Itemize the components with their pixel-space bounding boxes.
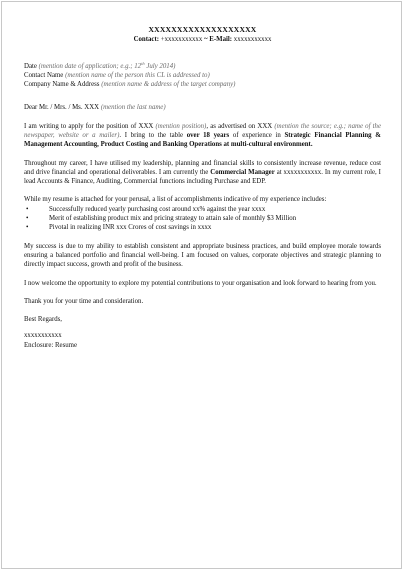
date-label: Date (24, 62, 37, 70)
regards-line: Best Regards, (24, 316, 63, 324)
company-line (24, 80, 381, 89)
date-line (24, 62, 381, 71)
contact-name-line (24, 71, 381, 80)
bullet-icon: • (26, 214, 29, 223)
addressee-block (24, 62, 381, 90)
achievements-intro: While my resume is attached for your perusal, a list of accomplishments indicative of my experience includes: (24, 196, 327, 204)
applicant-name: XXXXXXXXXXXXXXXXXXX (148, 25, 257, 34)
email-label: E-Mail: (209, 35, 233, 43)
salutation (24, 103, 381, 112)
thanks-line: Thank you for your time and consideration. (24, 297, 144, 305)
contact-label: Contact: (133, 35, 160, 43)
closing-paragraph: I now welcome the opportunity to explore my potential contributions to your organisation and look forward to hearing from you. (24, 279, 377, 287)
contact-name-hint: (mention name of the person this CL is addressed to) (65, 71, 210, 79)
enclosure-line: Enclosure: Resume (24, 341, 78, 349)
achievements-list (24, 205, 381, 233)
career-paragraph: Throughout my career, I have utilised my leadership, planning and financial skills to consistently increase revenue, reduce cost and drive financial and operational deliverables. I am currently the Commercial Manager at xxxxxxxxxxx. In my current role, I lead Accounts & Finance, Auditing, Commercial functions including Purchase and EDP. (24, 159, 381, 186)
salutation-hint: (mention the last name) (100, 104, 166, 112)
letter-header (24, 25, 381, 44)
signature-line: xxxxxxxxxxx (24, 332, 62, 340)
list-item: • Merit of establishing product mix and pricing strategy to attain sale of monthly $3 Million (26, 214, 297, 223)
contact-separator: ~ (203, 35, 208, 43)
bullet-icon: • (26, 223, 29, 232)
contact-value: +xxxxxxxxxxx (160, 35, 203, 43)
salutation-text: Dear Mr. / Mrs. / Ms. XXX (24, 104, 100, 112)
company-label: Company Name & Address (24, 81, 100, 89)
email-value: xxxxxxxxxxx (233, 35, 272, 43)
letter-body (24, 25, 381, 350)
date-hint: (mention date of application; e.g.; 12th July 2014) (38, 60, 176, 70)
list-item: • Successfully reduced yearly purchasing cost around xx% against the year xxxx (26, 204, 266, 213)
bullet-icon: • (26, 204, 29, 213)
list-item: • Pivotal in realizing INR xxx Crores of cost savings in xxxx (26, 223, 212, 232)
success-paragraph: My success is due to my ability to establish consistent and appropriate business practices, and build employee morale towards ensuring a balanced portfolio and financial well-being. I am focused on values, corporate objectives and strategic planning to directly impact success, growth and profit of the business. (24, 242, 381, 269)
contact-line (24, 35, 381, 44)
company-hint: (mention name & address of the target company) (101, 81, 236, 89)
intro-paragraph: I am writing to apply for the position of XXX (mention position), as advertised on XXX (mention the source; e.g.; name of the newspaper, website or a mailer). I bring to the table over 18 years of experience in Strategic Financial Planning & Management Accounting, Product Costing and Banking Operations at multi-cultural environment. (24, 122, 381, 149)
contact-name-label: Contact Name (24, 71, 64, 79)
